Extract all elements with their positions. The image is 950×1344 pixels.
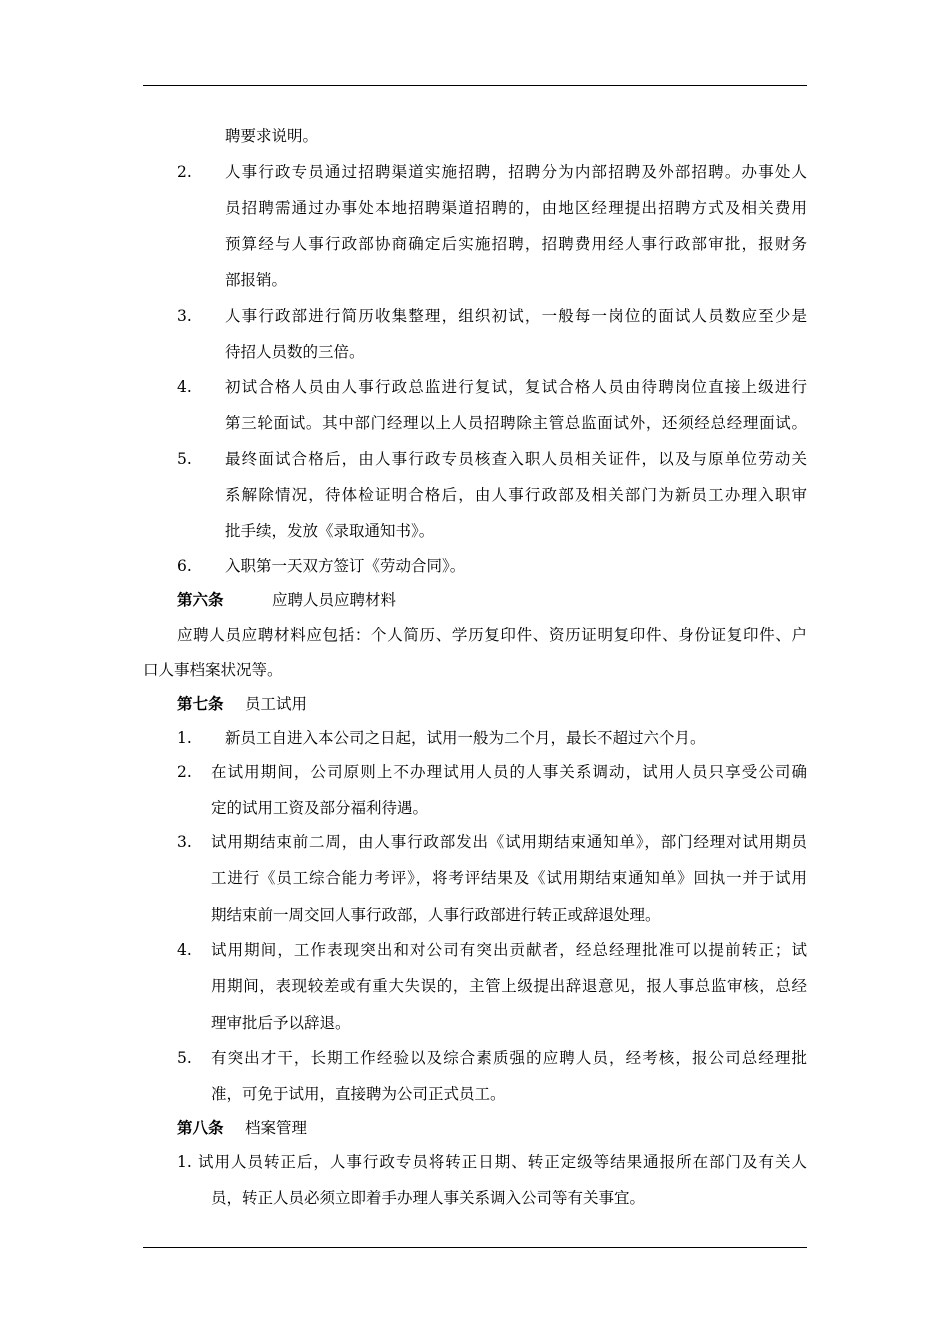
paragraph-line: 有突出才干，长期工作经验以及综合素质强的应聘人员，经考核，报公司总经理批 (211, 1049, 807, 1067)
paragraph-line: 应聘人员应聘材料应包括：个人简历、学历复印件、资历证明复印件、身份证复印件、户 (177, 626, 807, 644)
item1-continuation: 聘要求说明。 (225, 127, 319, 145)
paragraph-line: 初试合格人员由人事行政总监进行复试，复试合格人员由待聘岗位直接上级进行 (225, 378, 807, 396)
paragraph-line: 第三轮面试。其中部门经理以上人员招聘除主管总监面试外，还须经总经理面试。 (225, 414, 807, 432)
item-number: 4. (177, 941, 192, 959)
item-number: 3. (177, 833, 192, 851)
article-title: 档案管理 (245, 1119, 308, 1137)
paragraph-line: 试用期间，工作表现突出和对公司有突出贡献者，经总经理批准可以提前转正；试 (211, 941, 807, 959)
paragraph-line: 新员工自进入本公司之日起，试用一般为二个月，最长不超过六个月。 (225, 729, 706, 747)
item-number: 3. (177, 307, 192, 325)
footer-rule (143, 1247, 807, 1248)
paragraph-line: 系解除情况，待体检证明合格后，由人事行政部及相关部门为新员工办理入职审 (225, 486, 807, 504)
paragraph-line: 待招人员数的三倍。 (225, 343, 365, 361)
paragraph-line: 试用期结束前二周，由人事行政部发出《试用期结束通知单》，部门经理对试用期员 (211, 833, 807, 851)
article-title: 员工试用 (245, 695, 308, 713)
article-number: 第八条 (177, 1118, 224, 1137)
paragraph-line: 批手续，发放《录取通知书》。 (225, 522, 435, 540)
paragraph-line: 预算经与人事行政部协商确定后实施招聘，招聘费用经人事行政部审批，报财务 (225, 235, 807, 253)
item-number: 1. (177, 729, 192, 747)
item-number: 2. (177, 763, 192, 781)
paragraph-line: 试用人员转正后，人事行政专员将转正日期、转正定级等结果通报所在部门及有关人 (198, 1153, 807, 1171)
article-number: 第七条 (177, 694, 224, 713)
paragraph-line: 在试用期间，公司原则上不办理试用人员的人事关系调动，试用人员只享受公司确 (211, 763, 807, 781)
paragraph-line: 理审批后予以辞退。 (211, 1014, 351, 1032)
item-number: 5. (177, 450, 192, 468)
article-title: 应聘人员应聘材料 (272, 591, 397, 609)
paragraph-line: 口人事档案状况等。 (143, 661, 283, 679)
paragraph-line: 工进行《员工综合能力考评》，将考评结果及《试用期结束通知单》回执一并于试用 (211, 869, 807, 887)
item-number: 6. (177, 557, 192, 575)
paragraph-line: 最终面试合格后，由人事行政专员核查入职人员相关证件，以及与原单位劳动关 (225, 450, 807, 468)
paragraph-line: 人事行政部进行简历收集整理，组织初试，一般每一岗位的面试人员数应至少是 (225, 307, 807, 325)
item-number: 1. (177, 1153, 192, 1171)
item-number: 2. (177, 163, 192, 181)
paragraph-line: 用期间，表现较差或有重大失误的，主管上级提出辞退意见，报人事总监审核，总经 (211, 977, 807, 995)
item-number: 4. (177, 378, 192, 396)
paragraph-line: 部报销。 (225, 271, 288, 289)
paragraph-line: 准，可免于试用，直接聘为公司正式员工。 (211, 1085, 506, 1103)
paragraph-line: 员招聘需通过办事处本地招聘渠道招聘的，由地区经理提出招聘方式及相关费用 (225, 199, 807, 217)
paragraph-line: 人事行政专员通过招聘渠道实施招聘，招聘分为内部招聘及外部招聘。办事处人 (225, 163, 807, 181)
paragraph-line: 定的试用工资及部分福利待遇。 (211, 799, 429, 817)
paragraph-line: 员，转正人员必须立即着手办理人事关系调入公司等有关事宜。 (211, 1189, 646, 1207)
header-rule (143, 85, 807, 86)
item-number: 5. (177, 1049, 192, 1067)
paragraph-line: 期结束前一周交回人事行政部，人事行政部进行转正或辞退处理。 (211, 906, 661, 924)
paragraph-line: 入职第一天双方签订《劳动合同》。 (225, 557, 466, 575)
article-number: 第六条 (177, 590, 224, 609)
